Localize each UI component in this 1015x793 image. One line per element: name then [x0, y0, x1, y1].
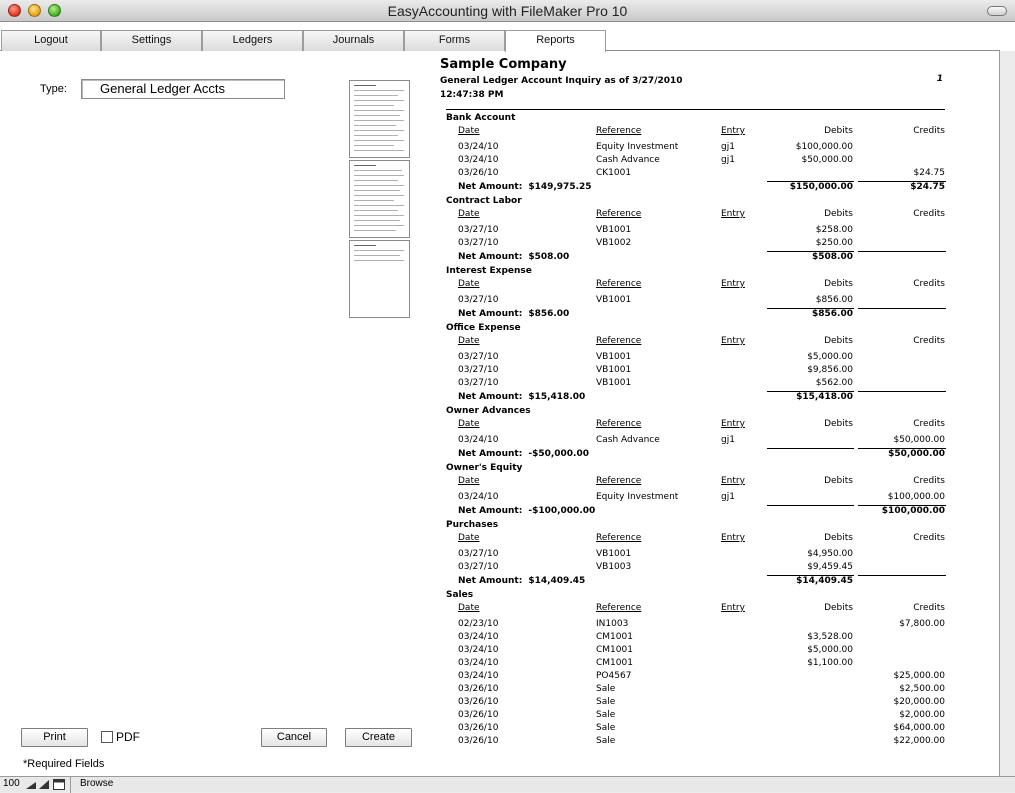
row-date: 03/27/10: [458, 238, 499, 248]
account-name: Sales: [446, 590, 474, 600]
col-header-credits: Credits: [913, 336, 945, 346]
total-credit: $50,000.00: [888, 449, 945, 459]
type-label: Type:: [40, 83, 67, 95]
col-header-credits: Credits: [913, 476, 945, 486]
net-amount: [458, 506, 595, 516]
row-date: 02/23/10: [458, 619, 499, 629]
row-reference: CK1001: [596, 168, 632, 178]
report-type-field[interactable]: General Ledger Accts: [81, 79, 285, 99]
net-amount-label: Net Amount:: [458, 576, 523, 586]
row-date: 03/26/10: [458, 723, 499, 733]
row-credit: $50,000.00: [893, 435, 945, 445]
row-reference: VB1001: [596, 295, 632, 305]
row-credit: $2,500.00: [899, 684, 945, 694]
col-header-credits: Credits: [913, 209, 945, 219]
row-reference: PO4567: [596, 671, 632, 681]
account-name: Purchases: [446, 520, 499, 530]
col-header-entry: Entry: [721, 336, 745, 346]
col-header-entry: Entry: [721, 603, 745, 613]
net-amount-value: $856.00: [528, 309, 570, 319]
row-reference: CM1001: [596, 645, 633, 655]
required-fields-note: *Required Fields: [23, 758, 105, 770]
row-debit: $250.00: [815, 238, 853, 248]
total-credit-rule: [858, 308, 946, 309]
row-reference: VB1003: [596, 562, 632, 572]
row-credit: $64,000.00: [893, 723, 945, 733]
col-header-date: Date: [458, 533, 480, 543]
row-date: 03/27/10: [458, 365, 499, 375]
toolbar-toggle-button[interactable]: [987, 6, 1007, 16]
col-header-debits: Debits: [824, 126, 853, 136]
create-button[interactable]: Create: [345, 728, 412, 747]
account-name: Bank Account: [446, 113, 516, 123]
row-debit: $100,000.00: [795, 142, 853, 152]
col-header-date: Date: [458, 279, 480, 289]
report-options-panel: [0, 52, 430, 774]
total-debit: $150,000.00: [789, 182, 853, 192]
tab-settings[interactable]: Settings: [101, 30, 202, 51]
total-debit: $856.00: [812, 309, 853, 319]
total-debit: $15,418.00: [796, 392, 853, 402]
col-header-reference: Reference: [596, 419, 642, 429]
col-header-debits: Debits: [824, 419, 853, 429]
row-reference: Sale: [596, 736, 616, 746]
tab-bar: [0, 30, 1000, 51]
col-header-credits: Credits: [913, 126, 945, 136]
row-date: 03/27/10: [458, 549, 499, 559]
col-header-credits: Credits: [913, 279, 945, 289]
col-header-credits: Credits: [913, 603, 945, 613]
row-date: 03/27/10: [458, 352, 499, 362]
row-credit: $7,800.00: [899, 619, 945, 629]
total-debit: $508.00: [812, 252, 853, 262]
row-date: 03/27/10: [458, 295, 499, 305]
report-subtitle-line1: General Ledger Account Inquiry as of 3/27/2010: [440, 76, 683, 86]
col-header-entry: Entry: [721, 533, 745, 543]
row-reference: CM1001: [596, 632, 633, 642]
title-bar[interactable]: [0, 0, 1015, 22]
net-amount-label: Net Amount:: [458, 506, 523, 516]
row-debit: $3,528.00: [807, 632, 853, 642]
col-header-date: Date: [458, 603, 480, 613]
row-debit: $856.00: [815, 295, 853, 305]
cancel-button[interactable]: Cancel: [261, 728, 327, 747]
account-name: Contract Labor: [446, 196, 522, 206]
report-subtitle: [440, 74, 740, 102]
row-entry: gj1: [721, 155, 735, 165]
zoom-level[interactable]: 100: [3, 778, 20, 789]
row-credit: $100,000.00: [887, 492, 945, 502]
page-thumbnail-1[interactable]: [349, 80, 410, 158]
row-debit: $50,000.00: [801, 155, 853, 165]
account-name: Owner's Equity: [446, 463, 523, 473]
page-thumbnails: [349, 80, 410, 320]
net-amount-label: Net Amount:: [458, 252, 523, 262]
row-reference: Cash Advance: [596, 155, 660, 165]
row-date: 03/27/10: [458, 225, 499, 235]
col-header-date: Date: [458, 126, 480, 136]
row-debit: $5,000.00: [807, 352, 853, 362]
net-amount-label: Net Amount:: [458, 182, 523, 192]
total-credit: $100,000.00: [881, 506, 945, 516]
net-amount-label: Net Amount:: [458, 449, 523, 459]
status-divider: [70, 777, 71, 793]
row-reference: Sale: [596, 723, 616, 733]
row-date: 03/27/10: [458, 378, 499, 388]
row-debit: $9,856.00: [807, 365, 853, 375]
row-reference: Equity Investment: [596, 492, 679, 502]
account-name: Owner Advances: [446, 406, 531, 416]
row-date: 03/24/10: [458, 155, 499, 165]
col-header-debits: Debits: [824, 533, 853, 543]
total-debit-rule: [767, 448, 854, 449]
row-credit: $20,000.00: [893, 697, 945, 707]
page-thumbnail-3[interactable]: [349, 240, 410, 318]
row-credit: $22,000.00: [893, 736, 945, 746]
col-header-date: Date: [458, 209, 480, 219]
row-date: 03/24/10: [458, 435, 499, 445]
net-amount-label: Net Amount:: [458, 309, 523, 319]
net-amount-label: Net Amount:: [458, 392, 523, 402]
net-amount: [458, 309, 569, 319]
page-thumbnail-2[interactable]: [349, 160, 410, 238]
col-header-debits: Debits: [824, 476, 853, 486]
row-date: 03/24/10: [458, 632, 499, 642]
report-page-number: 1: [936, 74, 943, 84]
row-date: 03/24/10: [458, 142, 499, 152]
col-header-entry: Entry: [721, 476, 745, 486]
row-debit: $258.00: [815, 225, 853, 235]
net-amount-value: -$50,000.00: [528, 449, 589, 459]
zoom-in-icon[interactable]: [38, 779, 50, 790]
row-debit: $4,950.00: [807, 549, 853, 559]
col-header-reference: Reference: [596, 209, 642, 219]
row-reference: Cash Advance: [596, 435, 660, 445]
col-header-entry: Entry: [721, 126, 745, 136]
total-credit-rule: [858, 251, 946, 252]
total-debit-rule: [767, 505, 854, 506]
row-debit: $562.00: [815, 378, 853, 388]
row-reference: Equity Investment: [596, 142, 679, 152]
row-reference: VB1001: [596, 365, 632, 375]
tab-journals[interactable]: Journals: [303, 30, 404, 51]
row-date: 03/26/10: [458, 168, 499, 178]
row-debit: $1,100.00: [807, 658, 853, 668]
window-right-frame: [999, 51, 1015, 776]
row-debit: $9,459.45: [807, 562, 853, 572]
col-header-debits: Debits: [824, 336, 853, 346]
col-header-entry: Entry: [721, 279, 745, 289]
total-credit-rule: [858, 575, 946, 576]
row-date: 03/26/10: [458, 684, 499, 694]
print-button[interactable]: Print: [21, 728, 88, 747]
row-date: 03/26/10: [458, 736, 499, 746]
tab-ledgers[interactable]: Ledgers: [202, 30, 303, 51]
net-amount: [458, 392, 585, 402]
report-header-rule: [446, 109, 945, 110]
zoom-out-icon[interactable]: [25, 779, 37, 790]
col-header-date: Date: [458, 419, 480, 429]
row-date: 03/24/10: [458, 492, 499, 502]
col-header-reference: Reference: [596, 126, 642, 136]
net-amount-value: $149,975.25: [528, 182, 592, 192]
col-header-entry: Entry: [721, 419, 745, 429]
row-date: 03/24/10: [458, 645, 499, 655]
report-subtitle-line2: 12:47:38 PM: [440, 90, 504, 100]
col-header-reference: Reference: [596, 279, 642, 289]
row-reference: VB1001: [596, 378, 632, 388]
net-amount-value: $15,418.00: [528, 392, 586, 402]
row-reference: VB1002: [596, 238, 632, 248]
total-credit-rule: [858, 391, 946, 392]
row-date: 03/27/10: [458, 562, 499, 572]
row-date: 03/24/10: [458, 658, 499, 668]
net-amount-value: -$100,000.00: [528, 506, 596, 516]
row-reference: IN1003: [596, 619, 629, 629]
col-header-date: Date: [458, 476, 480, 486]
col-header-debits: Debits: [824, 209, 853, 219]
col-header-reference: Reference: [596, 533, 642, 543]
row-entry: gj1: [721, 142, 735, 152]
row-entry: gj1: [721, 435, 735, 445]
total-credit: $24.75: [910, 182, 945, 192]
row-reference: VB1001: [596, 225, 632, 235]
col-header-debits: Debits: [824, 603, 853, 613]
col-header-reference: Reference: [596, 476, 642, 486]
total-debit: $14,409.45: [796, 576, 853, 586]
tab-logout[interactable]: Logout: [1, 30, 101, 51]
net-amount: [458, 576, 585, 586]
row-debit: $5,000.00: [807, 645, 853, 655]
status-bar: [0, 776, 1015, 792]
pdf-checkbox-label[interactable]: PDF: [116, 730, 140, 744]
col-header-entry: Entry: [721, 209, 745, 219]
net-amount: [458, 252, 569, 262]
mode-indicator[interactable]: Browse: [80, 778, 114, 789]
account-name: Interest Expense: [446, 266, 532, 276]
row-entry: gj1: [721, 492, 735, 502]
row-credit: $25,000.00: [893, 671, 945, 681]
account-name: Office Expense: [446, 323, 521, 333]
report-preview[interactable]: [430, 52, 1000, 774]
col-header-reference: Reference: [596, 603, 642, 613]
col-header-debits: Debits: [824, 279, 853, 289]
row-reference: Sale: [596, 710, 616, 720]
row-reference: CM1001: [596, 658, 633, 668]
net-amount-value: $508.00: [528, 252, 570, 262]
tab-forms[interactable]: Forms: [404, 30, 505, 51]
col-header-credits: Credits: [913, 533, 945, 543]
pdf-checkbox[interactable]: [101, 731, 113, 743]
row-reference: Sale: [596, 684, 616, 694]
row-date: 03/26/10: [458, 697, 499, 707]
tab-reports[interactable]: Reports: [505, 30, 606, 52]
col-header-credits: Credits: [913, 419, 945, 429]
net-amount-value: $14,409.45: [528, 576, 586, 586]
net-amount: [458, 182, 592, 192]
col-header-date: Date: [458, 336, 480, 346]
row-reference: VB1001: [596, 352, 632, 362]
row-date: 03/24/10: [458, 671, 499, 681]
window-title: EasyAccounting with FileMaker Pro 10: [387, 3, 628, 19]
row-credit: $2,000.00: [899, 710, 945, 720]
row-reference: Sale: [596, 697, 616, 707]
report-company: Sample Company: [440, 57, 567, 72]
row-date: 03/26/10: [458, 710, 499, 720]
net-amount: [458, 449, 589, 459]
col-header-reference: Reference: [596, 336, 642, 346]
status-toolbar-icon[interactable]: [53, 779, 65, 790]
row-reference: VB1001: [596, 549, 632, 559]
row-credit: $24.75: [913, 168, 945, 178]
